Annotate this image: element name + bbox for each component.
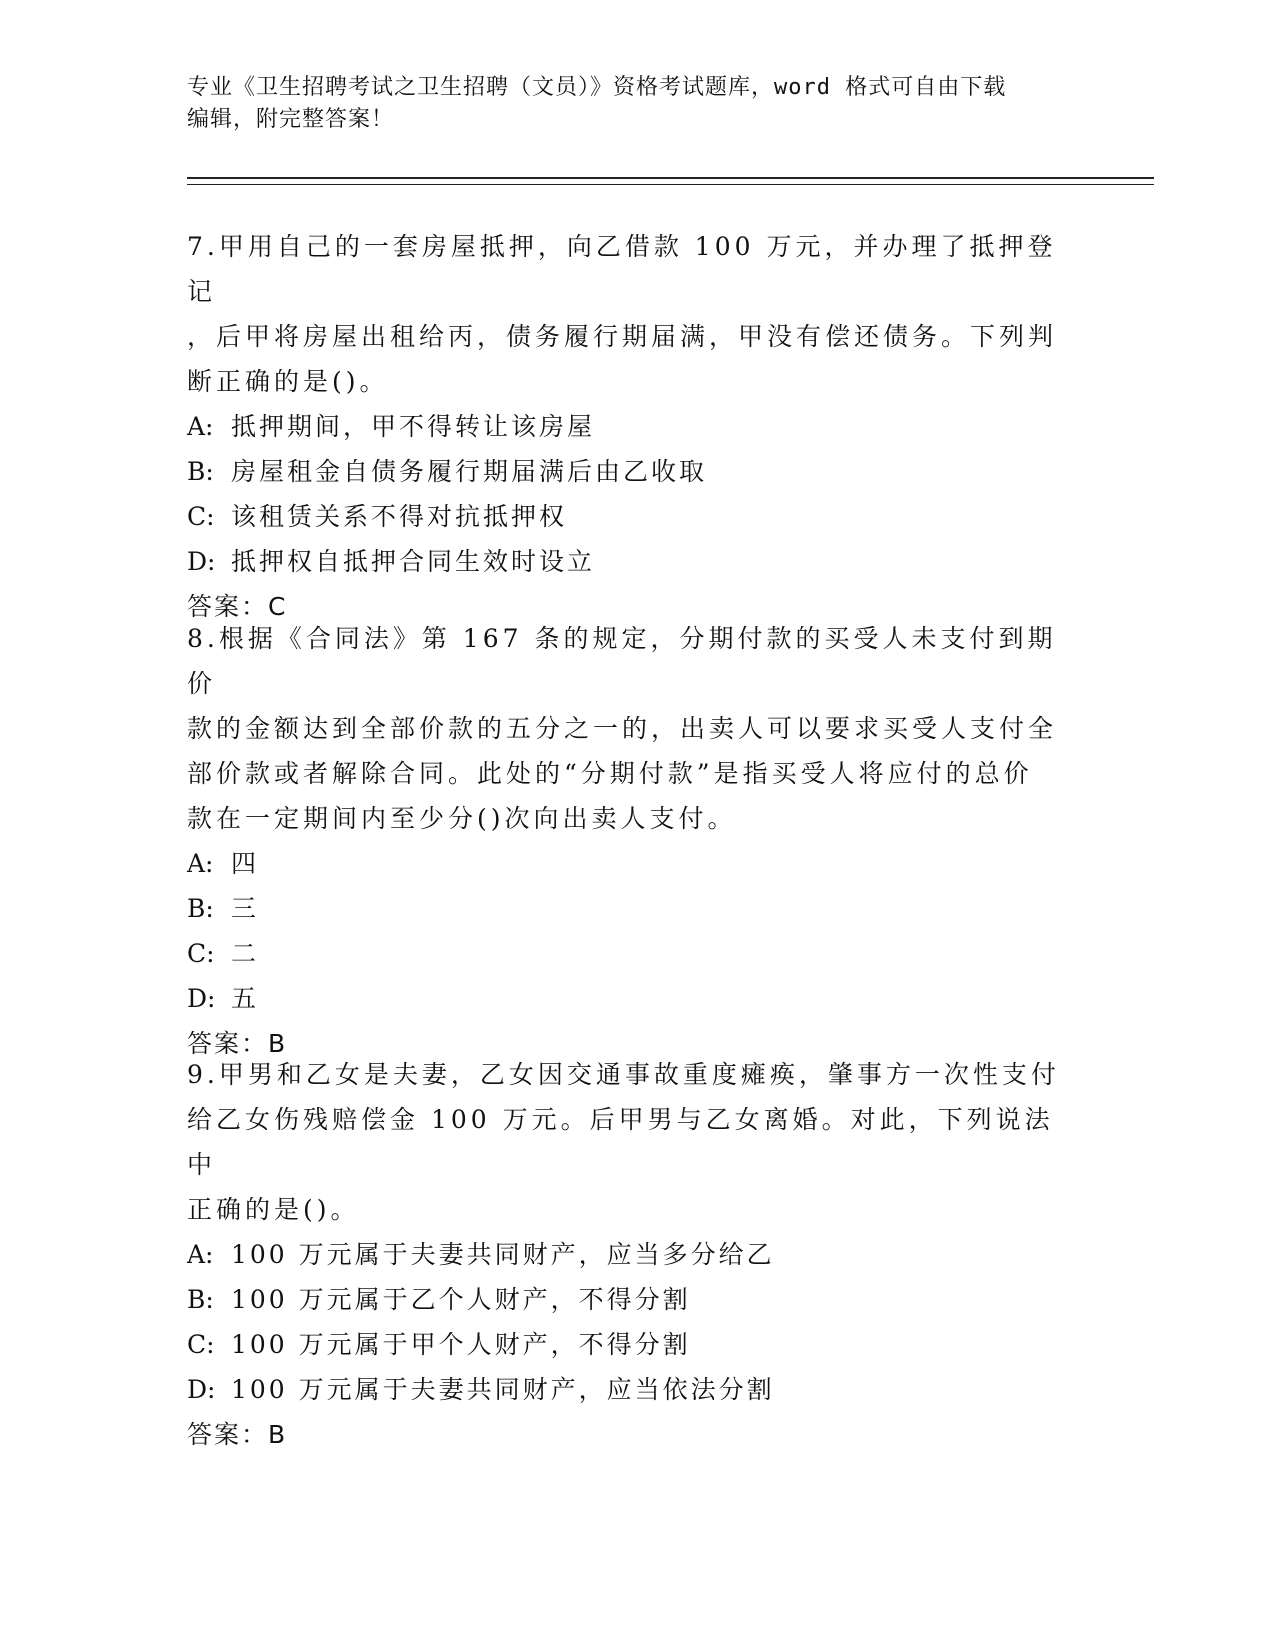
option-letter: B: <box>187 1285 214 1314</box>
option-text: 100 万元属于乙个人财产，不得分割 <box>231 1285 691 1314</box>
option-text: 100 万元属于夫妻共同财产，应当依法分割 <box>231 1375 775 1404</box>
option-text: 该租赁关系不得对抗抵押权 <box>231 502 568 531</box>
question-stem-line: 9.甲男和乙女是夫妻，乙女因交通事故重度瘫痪，肇事方一次性支付 <box>187 1060 1060 1089</box>
option-c <box>187 1322 1067 1367</box>
question-stem-line: ，后甲将房屋出租给丙，债务履行期届满，甲没有偿还债务。下列判 <box>187 322 1058 351</box>
question-stem-line: 款的金额达到全部价款的五分之一的，出卖人可以要求买受人支付全 <box>187 714 1058 743</box>
option-d <box>187 539 1067 584</box>
option-a <box>187 1232 1067 1277</box>
option-letter: B: <box>187 457 214 486</box>
option-letter: C: <box>187 1330 215 1359</box>
answer-label: 答案：B <box>187 1029 288 1058</box>
option-letter: C: <box>187 502 215 531</box>
option-letter: D: <box>187 1375 216 1404</box>
option-text: 100 万元属于甲个人财产，不得分割 <box>231 1330 691 1359</box>
option-d <box>187 976 1067 1021</box>
option-text: 抵押期间，甲不得转让该房屋 <box>231 412 596 441</box>
option-b <box>187 886 1067 931</box>
option-text: 二 <box>231 939 260 968</box>
option-c <box>187 494 1067 539</box>
option-text: 100 万元属于夫妻共同财产，应当多分给乙 <box>231 1240 775 1269</box>
option-letter: C: <box>187 939 215 968</box>
answer-label: 答案：B <box>187 1420 288 1449</box>
option-b <box>187 449 1067 494</box>
option-text: 房屋租金自债务履行期届满后由乙收取 <box>231 457 708 486</box>
option-text: 抵押权自抵押合同生效时设立 <box>231 547 596 576</box>
question-stem-line: 8.根据《合同法》第 167 条的规定，分期付款的买受人未支付到期价 <box>187 624 1057 698</box>
question-stem-line: 断正确的是()。 <box>187 367 389 396</box>
option-b <box>187 1277 1067 1322</box>
option-letter: A: <box>187 1240 214 1269</box>
question-9 <box>187 1052 1067 1457</box>
option-text: 五 <box>231 984 260 1013</box>
header-line-2: 编辑，附完整答案！ <box>187 107 395 132</box>
question-stem-line: 7.甲用自己的一套房屋抵押，向乙借款 100 万元，并办理了抵押登记 <box>187 232 1057 306</box>
header-line-1: 专业《卫生招聘考试之卫生招聘（文员）》资格考试题库，word 格式可自由下载 <box>187 75 1007 100</box>
document-header <box>187 72 1087 136</box>
header-divider <box>187 177 1154 185</box>
question-stem-line: 款在一定期间内至少分()次向出卖人支付。 <box>187 804 737 833</box>
option-letter: B: <box>187 894 214 923</box>
option-d <box>187 1367 1067 1412</box>
option-letter: D: <box>187 547 216 576</box>
option-text: 三 <box>231 894 260 923</box>
question-stem-line: 正确的是()。 <box>187 1195 360 1224</box>
option-letter: A: <box>187 412 214 441</box>
option-a <box>187 404 1067 449</box>
option-c <box>187 931 1067 976</box>
question-8 <box>187 616 1067 1066</box>
question-stem-line: 部价款或者解除合同。此处的“分期付款”是指买受人将应付的总价 <box>187 759 1033 788</box>
option-text: 四 <box>231 849 260 878</box>
option-letter: A: <box>187 849 214 878</box>
answer-label: 答案：C <box>187 592 288 621</box>
question-stem-line: 给乙女伤残赔偿金 100 万元。后甲男与乙女离婚。对此，下列说法中 <box>187 1105 1054 1179</box>
question-7 <box>187 224 1067 629</box>
option-letter: D: <box>187 984 216 1013</box>
option-a <box>187 841 1067 886</box>
